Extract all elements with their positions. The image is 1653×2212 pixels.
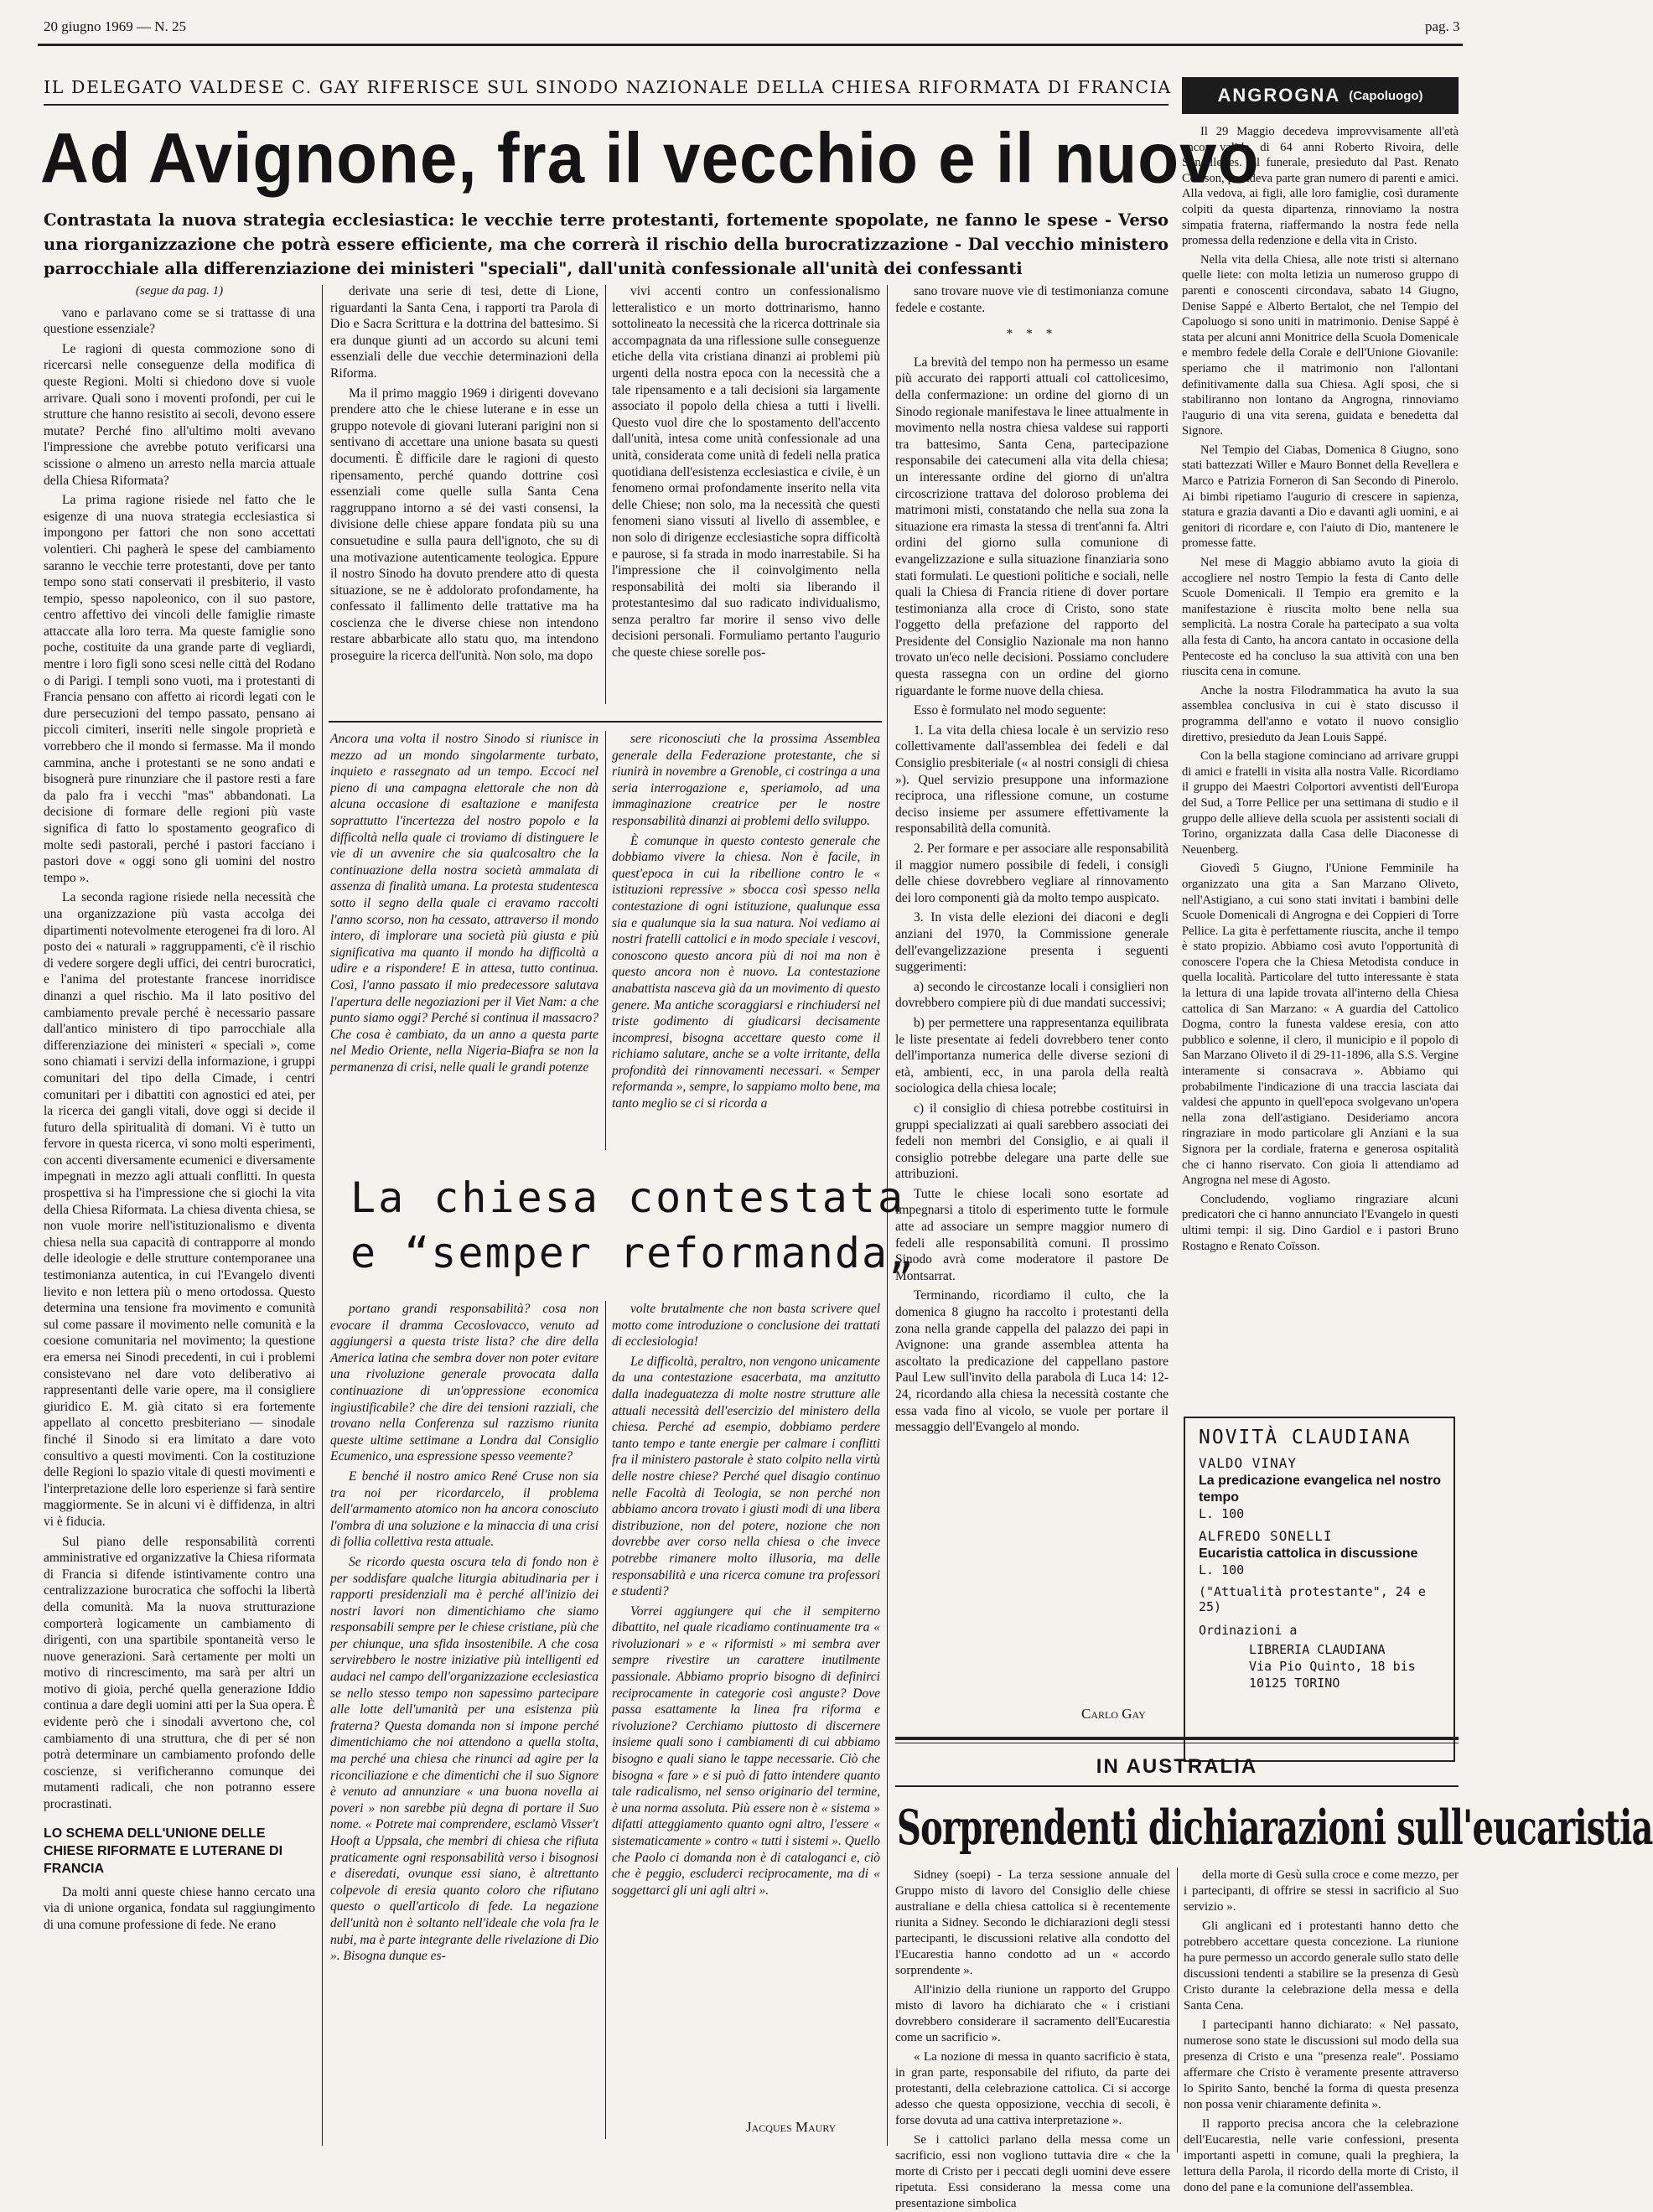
page-number: pag. 3 [1425, 18, 1460, 34]
ad-street: Via Pio Quinto, 18 bis [1249, 1659, 1416, 1674]
paragraph: portano grandi responsabilità? cosa non evocare il dramma Cecoslovacco, venuto ad aggiungersi a questa triste lista? che dire della America latina che sembra dover non poter evitare una rivoluzione generale provocata dalla continuazione di un'oppressione economica ingiustificabile? che dire dei tensioni razziali, che trovano nella Conferenza sul razzismo riunita queste ultime settimane a Londra dal Consiglio Ecumenico, una espressione spesso veemente? [330, 1302, 598, 1464]
article-signature: Carlo Gay [1081, 1706, 1146, 1722]
paragraph: 3. In vista delle elezioni dei diaconi e degli anziani del 1970, la Commissione generale dell'evangelizzazione presenta i seguenti suggerimenti: [895, 910, 1168, 975]
paragraph: La prima ragione risiede nel fatto che le esigenze di una nuova strategia ecclesiastica si impongono per fattori che non sono accettati volentieri. Chi pagherà le spese del cambiamento saranno le vecchie terre protestanti, dove per tanto tempo sono stati conservati il presbiterio, il vasto tempio, spesso napoleonico, con il suo pastore, centro affettivo dei vincoli delle famiglie rimaste attaccate alla loro terra. Ma queste famiglie sono poche, costituite da una grande parte di vegliardi, mentre i loro figli sono scesi nelle città del Rodano o di Parigi. I templi sono vuoti, ma i protestanti di Francia pensano con affetto ai ricordi legati con le dure persecuzioni del tempo passato, pensano ai piccoli cimiteri, inseriti nelle singole proprietà e vorrebbero che il mondo si fermasse. Ma il mondo cammina, anche i protestanti se ne sono andati e bisognerà pure rinunziare che il pastore resti a fare da palo fra i vecchi "mas" abbandonati. La decisione di formare delle regioni più vaste significa di fatto lo spostamento geografico di molte sedi pastorali, perché i pastori facciano i pastori dove « oggi sono gli uomini del nostro tempo ». [44, 493, 315, 885]
sidebar-body [1182, 124, 1459, 1390]
ad-series: ("Attualità protestante", 24 e 25) [1199, 1584, 1426, 1614]
continued-note: (segue da pag. 1) [135, 284, 224, 298]
paragraph: della morte di Gesù sulla croce e come mezzo, per i partecipanti, di offrire se stessi in sacrificio al Suo servizio ». [1184, 1868, 1459, 1914]
paragraph: 1. La vita della chiesa locale è un servizio reso collettivamente dall'assemblea dei fedeli e dal Consiglio presbiteriale (« al nostri consigli di chiesa »). Quel servizio presuppone una informazione reciproca, una riflessione comune, un costume deciso insieme per assumere effettivamente la responsabilità della comunità. [895, 723, 1168, 837]
ad-order: Ordinazioni a [1199, 1623, 1298, 1638]
paragraph: Ancora una volta il nostro Sinodo si riunisce in mezzo ad un mondo singolarmente turbato, inquieto e rassegnato ad un tempo. Eccoci nel pieno di una campagna elettorale che non dà alcuna occasione di esaltazione e manifesta soprattutto l'incertezza del nostro popolo e la difficoltà nella quale ci troviamo di distinguere le vie di un avvenire che sia qualcosaltro che la continuazione della nostra società ammalata di assenza di finalità umana. La protesta studentesca sotto il segno della quale ci eravamo raccolti l'anno scorso, non ha cessato, attraverso il mondo intero, di implorare una società più giusta e più significativa ma quanto il mondo ha difficoltà a udire e a rispondere! E in attesa, tutto continua. Così, l'anno passato il mio predecessore salutava l'apertura delle negoziazioni per il Viet Nam: a che punto siamo oggi? Perché si continua il massacro? Che cosa è cambiato, da un anno a questa parte nel Medio Oriente, nella Nigeria-Biafra se non la permanenza di crisi, nelle quali le grandi potenze [330, 732, 598, 1075]
insert-signature: Jacques Maury [746, 2119, 837, 2135]
sidebar-title: ANGROGNA [1217, 85, 1341, 106]
paragraph: b) per permettere una rappresentanza equilibrata le liste presentate ai fedeli dovrebbero tener conto dell'importanza numerica delle diverse sezioni di età, ambienti, ecc, in una parola della realtà sociologica della chiesa locale; [895, 1015, 1168, 1096]
ad-book-1: La predicazione evangelica nel nostro tempo [1199, 1474, 1441, 1505]
column-rule [1177, 1868, 1178, 2152]
column-rule [605, 1301, 606, 2139]
paragraph: Tutte le chiese locali sono esortate ad impegnarsi a titolo di esperimento tutte le formule atte ad associare un sempre maggior numero di fedeli alle responsabilità comuni. Il prossimo Sinodo avrà come moderatore il pastore De Montsarrat. [895, 1186, 1168, 1283]
issue-date: 20 giugno 1969 — N. 25 [44, 18, 186, 34]
kicker-rule [44, 104, 1168, 106]
paragraph: Gli anglicani ed i protestanti hanno detto che potrebbero accettare questa concezione. La riunione ha pure permesso un accordo generale sullo stato delle discussioni tendenti a stabilire se la presenza di Gesù Cristo durante la celebrazione della messa e della Santa Cena. [1184, 1919, 1459, 2013]
paragraph: sere riconosciuti che la prossima Assemblea generale della Federazione protestante, che si riunirà in novembre a Grenoble, ci costringa a una seria interrogazione e, speriamolo, ad una immaginazione creatrice per le nostre responsabilità dinanzi ai problemi dello sviluppo. [612, 732, 880, 828]
paragraph: Concludendo, vogliamo ringraziare alcuni predicatori che ci hanno annunciato l'Evangelo in questi ultimi tempi: il sig. Dino Gardiol e i pastori Bruno Rostagno e Renato Coïsson. [1182, 1192, 1459, 1253]
paragraph: Il 29 Maggio decedeva improvvisamente all'età ancor valida di 64 anni Roberto Rivoira, delle Sonaillettes. Al funerale, presieduto dal Past. Renato Coïsson, prendeva parte gran numero di parenti e amici. Alla vedova, ai figli, alle loro famiglie, così duramente colpiti da questa dipartenza, rinnoviamo la nostra simpatia fraterna, riaffermando la nostra fede nella promessa della redenzione e della vita in Cristo. [1182, 125, 1459, 248]
insert-column-b [612, 731, 880, 1150]
main-deck: Contrastata la nuova strategia ecclesiastica: le vecchie terre protestanti, fortemente spopolate, ne fanno le spese - Verso una riorganizzazione che potrà essere efficiente, ma che correrà il rischio della burocratizzazione - Dal vecchio ministero parrocchiale alla differenziazione dei ministeri "speciali", dall'unità confessionale all'unità dei confessanti [44, 210, 1168, 278]
australia-headline: Sorprendenti dichiarazioni sull'eucaristia [897, 1798, 1653, 1856]
sidebar-title-banner [1182, 77, 1459, 114]
paragraph: È comunque in questo contesto generale che dobbiamo vivere la chiesa. Non è facile, in quest'epoca in cui la ribellione contro le « istituzioni repressive » sbocca così spesso nella contestazione di ogni istituzione, qualunque essa sia e qualunque sia la sua natura. Noi vediamo ai nostri fratelli cattolici e in modo speciale i vescovi, conoscono questo ancora più di noi ma non è questo ancora non è nuovo. La contestazione anabattista nasceva già da un movimento di questo genere. Ma antiche scoraggiarsi e rinchiudersi nel triste godimento di giudicarsi decisamente incompresi, bisogna accettare questo come il richiamo salutare, anche se a volte irritante, della profondità dei rinnovamenti necessari. « Semper reformanda », sempre, lo sappiamo molto bene, ma tanto meglio se ci si ricorda a [612, 833, 880, 1111]
paragraph: 2. Per formare e per associare alle responsabilità il maggior numero possibile di fedeli, i consigli delle chiese dovrebbero vegliare al rinnovamento dei loro componenti già da molto tempo auspicato. [895, 842, 1168, 905]
paragraph: derivate una serie di tesi, dette di Lione, riguardanti la Santa Cena, i rapporti tra Parola di Dio e Sacra Scrittura e la dottrina del battesimo. Si era dunque giunti ad un accordo su alcuni temi essenziali delle due vecchie determinazioni della Riforma. [330, 284, 598, 381]
paragraph: Ma il primo maggio 1969 i dirigenti dovevano prendere atto che le chiese luterane e in esse un gruppo notevole di giovani luterani parigini non si sentivano di accettare una unione basata su questi documenti. È difficile dare le ragioni di questo ripensamento, perché quando dottrine così essenziali come quelle sulla Santa Cena raggruppano intorno a sé dei vasti consensi, la divisione delle chiese appare fondata più su una consuetudine e sulla paura dell'ignoto, che su di una motivazione autenticamente teologica. Eppure il nostro Sinodo ha dovuto prendere atto di questa situazione, se ne è addolorato profondamente, ha confessato il fallimento delle trattative ma ha coscienza che le diverse chiese non intendono restare abbarbicate allo statu quo, ma intendono proseguire la ricerca dell'unità. Non solo, ma dopo [330, 386, 598, 664]
paragraph: Da molti anni queste chiese hanno cercato una via di unione organica, fondata sul raggiungimento di una comune professione di fede. Ne erano [44, 1884, 315, 1932]
paragraph: Con la bella stagione cominciano ad arrivare gruppi di amici e fratelli in visita alla nostra Valle. Ricordiamo il gruppo dei Maestri Colportori avventisti dell'Europa del Sud, a Torre Pellice per una settimana di studio e il gruppo delle allieve della scuola per assistenti sociali di Torino, organizzata dalla Casa delle Diaconesse di Neuenberg. [1182, 749, 1459, 857]
paragraph: Se i cattolici parlano della messa come un sacrificio, essi non vogliono tuttavia dire « che la morte di Cristo per i peccati degli uomini deve essere ripetuta. Essi considerano la messa come una presentazione simbolica [895, 2133, 1170, 2210]
ad-book-2: Eucaristia cattolica in discussione [1199, 1546, 1418, 1561]
paragraph: sano trovare nuove vie di testimonianza comune fedele e costante. [895, 284, 1168, 315]
main-column-1 [44, 283, 315, 2152]
australia-kicker: IN AUSTRALIA [1096, 1755, 1258, 1778]
col1b-paragraphs [44, 1884, 315, 1934]
ad-author-2: ALFREDO SONELLI [1199, 1528, 1333, 1544]
paragraph: E benché il nostro amico René Cruse non sia tra noi per ricordarcelo, il problema dell'armamento atomico non ha ancora conosciuto l'ombra di una soluzione e la minaccia di una crisi di follia collettiva resta attuale. [330, 1469, 598, 1550]
australia-column-1 [895, 1868, 1170, 2210]
ad-shop: LIBRERIA CLAUDIANA [1249, 1642, 1386, 1657]
insert-title-line1: La chiesa contestata [350, 1173, 906, 1222]
paragraph: Nel mese di Maggio abbiamo avuto la gioia di accogliere nel nostro Tempio la festa di Canto delle Scuole Domenicali. Il Tempio era gremito e la manifestazione è riuscita molto bene nella sua semplicità. La nostra Corale ha partecipato a sua volta alla festa di Canto, ha ancora cantato in occasione della Pentecoste ed ha concluso la sua attività con una ben riuscita cena in comune. [1182, 556, 1459, 679]
ad-price-1: L. 100 [1199, 1506, 1245, 1521]
col1-paragraphs [44, 305, 315, 1813]
ad-price-2: L. 100 [1199, 1562, 1245, 1577]
paragraph: vano e parlavano come se si trattasse di una questione essenziale? [44, 305, 315, 337]
paragraph: I partecipanti hanno dichiarato: « Nel passato, numerose sono state le discussioni sul modo della sua presenza di Cristo e una "presenza reale". Possiamo affermare che Cristo è veramente presente attraverso lo Spirito Santo, benché la forma di questa presenza non possa venir chiaramente definita ». [1184, 2018, 1459, 2111]
paragraph: vivi accenti contro un confessionalismo letteralistico e un morto dottrinarismo, hanno sottolineato la necessità che la ricerca dottrinale sia accompagnata da una riflessione sulle conseguenze etiche della vita cristiana dinanzi ai problemi più urgenti della nostra epoca con la necessità che a tale ripensamento e a tali decisioni sia largamente associato il popolo della chiesa a tutti i livelli. Questo vuol dire che lo spostamento dell'accento dall'unità, intesa come unità confessionale ad una unità, considerata come unità di fedeli nella pratica quotidiana dell'esistenza ecclesiastica e civile, è un fenomeno ormai profondamente inserito nella vita delle Chiese; non solo, ma la necessità che questi fenomeni siano vissuti al livello di assemblee, e non solo di dirigenze ecclesiastiche sopra difficoltà e paurose, si fa strada in modo inarrestabile. Si ha l'impressione che il coinvolgimento nella responsabilità dei molti sia liberando il protestantesimo dal suo radicato individualismo, senza peraltro far morire il senso vivo delle decisioni personali. Formuliamo pertanto l'augurio che queste chiese sorelle pos- [612, 284, 880, 660]
column-rule [605, 731, 606, 1150]
paragraph: Esso è formulato nel modo seguente: [914, 703, 1106, 718]
insert-title-line2: e “semper reformanda„ [350, 1229, 916, 1277]
ad-title: NOVITÀ CLAUDIANA [1199, 1427, 1412, 1448]
column-rule [605, 285, 606, 704]
insert-top-rule [329, 721, 882, 723]
main-column-3 [612, 283, 880, 704]
paragraph: All'inizio della riunione un rapporto del Gruppo misto di lavoro ha dichiarato che « i cristiani dovrebbero considerare il sacramento dell'Eucarestia come un sacrificio ». [895, 1983, 1170, 2044]
ad-city: 10125 TORINO [1249, 1676, 1340, 1691]
paragraph: Terminando, ricordiamo il culto, che la domenica 8 giugno ha raccolto i protestanti della zona nella grande cappella del palazzo dei papi in Avignone: una grande assemblea attenta ha ascoltato la predicazione del cappellano pastore Paul Lew sull'invito della parabola di Luca 14: 12-24, ricordando alla chiesa la necessità costante che essa vada fino al vicolo, se vuole per portare il messaggio dell'Evangelo al mondo. [895, 1288, 1168, 1435]
insert-column-c [330, 1301, 598, 2139]
paragraph: volte brutalmente che non basta scrivere quel motto come introduzione o conclusione dei trattati di ecclesiologia! [612, 1302, 880, 1349]
paragraph: Sul piano delle responsabilità correnti amministrative ed organizzative la Chiesa riformata di Francia si difende istintivamente contro una centralizzazione burocratica che soffochi la libertà della comunità. Ma la nuova strutturazione comporterà logicamente un cambiamento di dirigenti, con una spartibile spontaneità verso le nuove generazioni. Sarà certamente per molti un motivo di rincrescimento, ma sarà per altri un motivo di gioia, perché quella generazione Iddio continua a dare degli uomini atti per la Sua opera. È evidente però che i sinodali avvertono che, col cambiamento di una struttura, che di per sé non potrà determinare un cambiamento profondo delle coscienze, si verificheranno comunque dei mutamenti radicali, che non potranno essere procrastinati. [44, 1534, 315, 1812]
main-column-4 [895, 283, 1168, 1708]
sidebar-subtitle: (Capoluogo) [1349, 88, 1423, 103]
paragraph: « La nozione di messa in quanto sacrificio è stata, in gran parte, responsabile del rifiuto, da parte dei protestanti, della celebrazione cattolica. Ci si accorge adesso che questa opposizione, vecchia di secoli, è forse dovuta ad una cattiva interpretazione ». [895, 2050, 1170, 2127]
paragraph: La seconda ragione risiede nella necessità che una organizzazione più vasta accolga dei dipartimenti notevolmente eterogenei fra di loro. Al posto dei « naturali » raggruppamenti, c'è il rischio di vedere sorgere degli uffici, dei centri burocratici, e l'anima del protestante francese inorridisce dinanzi a quel rischio. Ma il lato positivo del cambiamento prevale perché è necessario passare dall'antico ministero di tipo parrocchiale alla differenziazione dei ministeri « speciali », come sono chiamati i servizi della informazione, i gruppi comunitari del tipo della Cimade, i centri comunitari per i dibattiti con agnostici ed atei, per la ricerca dei gangli vitali, dove oggi si decide il futuro della spiritualità di domani. Vi è tutto un fervore in questa ricerca, vi sono molti esperimenti, con accenti diversamente ecumenici e diversamente impegnati in mezzo agli attuali conflitti. In questa prospettiva si ha l'impressione che si giochi la vita della Chiesa Riformata. La chiesa diventa chiesa, se non vuole morire nell'istituzionalismo e diventa chiesa nella sua capacità di contrapporre al mondo delle ideologie e delle strutture contemporanee una testimonianza autentica, in cui l'Evangelo diventi lievito e non lettera più o meno ortodossa. Questo determina una tensione fra movimento e comunità sul come passare il movimento nelle comunità e la coesione comunitaria nel movimento; la questione era emersa nei Sinodi precedenti, in cui i problemi consistevano nel dare voto deliberativo ai rappresentanti delle varie opere, ma il consigliere giuridico E. M. già citato si era fortemente appellato al concetto presbiteriano — sinodale finché il Sinodo si era limitato a dare voto consultivo a questi movimenti. Con la costituzione delle Regioni lo spazio vitale di questi movimenti e l'interpretazione delle loro esperienze si farà sentire maggiormente. Se in alcuni vi è diffidenza, in altri vi è fiducia. [44, 890, 315, 1529]
paragraph: La brevità del tempo non ha permesso un esame più accurato dei rapporti attuali col cattolicesimo, della confermazione: un ordine del giorno di un Sinodo regionale manifestava le linee attualmente in movimento nella nostra chiesa valdese sui rapporti tra battesimo, Santa Cena, partecipazione responsabile dei catecumeni alla vita della chiesa; un interessante ordine del giorno di un'altra circoscrizione trattava del doloroso problema dei matrimoni misti, constatando che nella sua zona la situazione era rimasta la stessa di trent'anni fa. Altri ordini del giorno sulla comunione di evangelizzazione e sulla situazione finanziaria sono stati formulati. Le questioni politiche e sociali, nelle quali la Chiesa di Francia ritiene di dover portare testimonianza alla croce di Cristo, sono state l'oggetto della prefazione del rapporto del Presidente del Consiglio Nazionale ma non hanno trovato un'eco nelle decisioni. Possiamo concludere questa rassegna con un ordine del giorno riguardante le forme nuove della chiesa. [895, 355, 1168, 698]
ad-author-1: VALDO VINAY [1199, 1455, 1297, 1471]
paragraph: Se ricordo questa oscura tela di fondo non è per soddisfare qualche liturgia abitudinaria per i rapporti presidenziali ma è perché all'inizio dei nostri lavori non dimentichiamo che siamo responsabili sempre per le chiese cristiane, più che per chiunque, una sfida insostenibile. A che cosa servirebbero le nostre iniziative più intelligenti ed audaci nel campo dell'organizzazione ecclesiastica se nello stesso tempo non sapessimo partecipare alle lotte dell'umanità per una esistenza più fraterna? Questa domanda non si impone perché dimentichiamo che noi attendono a quella stolta, ma perché una chiesa che rinunci ad agire per la riconciliazione e che dimentichi che il suo Signore è venuto ad annunziare « una buona novella ai poveri » non sarebbe più degna di portare il Suo nome. « Potrete mai comprendere, esclamò Visser't Hooft a Uppsala, che membri di chiesa che rifiuta praticamente ogni responsabilità verso i bisognosi e diseredati, ovunque essi siano, è altrettanto colpevole di eresia quanto coloro che rifiutano questo o quell'articolo di fede. La negazione dell'unità non è soltanto nell'ideale che vola fra le nubi, ma è parte integrante delle rivelazione di Dio ». Bisogna dunque es- [330, 1554, 598, 1964]
paragraph: Le difficoltà, peraltro, non vengono unicamente da una contestazione esacerbata, ma anzitutto dalla inadeguatezza di molte nostre strutture alle attuali necessità dell'esercizio del ministero della chiesa. Perché ad esempio, dobbiamo perdere tanto tempo e tante energie per calmare i conflitti fra il ministero pastorale è stato colpito nella virtù delle nostre chiese? Perché quel disagio continuo nelle Facoltà di Teologia, se non perché non abbiamo ancora trovato i giusti modi di una libera distribuzione, non del potere, nozione che non dovrebbe aver corso nella chiesa o che invece potrebbe rimanere molto illusoria, ma delle responsabilità e una ricerca comune tra professori e studenti? [612, 1354, 880, 1599]
section-subhead: LO SCHEMA DELL'UNIONE DELLE CHIESE RIFORMATE E LUTERANE DI FRANCIA [44, 1826, 283, 1876]
paragraph: Il rapporto precisa ancora che la celebrazione dell'Eucarestia, nelle varie confessioni, presenta importanti aspetti in comune, quali la preghiera, la lettura della Parola, il ricordo della morte di Cristo, il dono del pane e la comunione dell'assemblea. [1184, 2117, 1459, 2194]
masthead-rule [38, 44, 1463, 46]
main-column-2 [330, 283, 598, 704]
paragraph: Anche la nostra Filodrammatica ha avuto la sua assemblea conclusiva in cui è stato discusso il programma dell'anno e votato il nuovo consiglio direttivo, presieduto da Jean Louis Sappé. [1182, 683, 1459, 744]
australia-column-2 [1184, 1868, 1459, 2194]
column-rule [322, 285, 323, 2146]
insert-column-a [330, 731, 598, 1150]
australia-kicker-rule [895, 1785, 1459, 1787]
paragraph: Giovedì 5 Giugno, l'Unione Femminile ha organizzato una gita a San Marzano Oliveto, nell'Astigiano, a cui sono stati invitati i bambini delle Scuole Domenicali di Angrogna e dei Coppieri di Torre Pellice. La gita è perfettamente riuscita, anche il tempo è stato propizio. Abbiamo così avuto l'opportunità di conoscere l'opera che la Chiesa Metodista conduce in quella località. Particolare del tutto interessante è stata la lettura di una lapide trovata all'interno della Chiesa cattolica di San Marzano: « A guardia del Cattolico Dogma, contro la funesta valdese eresia, con atto pubblico e solenne, il clero, il municipio e il popolo di San Marzano Oliveto il di 29-11-1896, alla S.S. Vergine interamente si consacrava ». Abbiamo qui probabilmente l'indicazione di una traccia lasciata dai valdesi che appunto in quell'epoca svolgevano un'opera nella zona dell'astigiano. Desideriamo ancora ringraziare in modo particolare gli Anziani e la sua Signora per la cordiale, fraterna e generosa ospitalità che ci hanno riservato. Con gioia li attendiamo ad Angrogna nel mese di Agosto. [1182, 862, 1459, 1188]
main-kicker: IL DELEGATO VALDESE C. GAY RIFERISCE SUL SINODO NAZIONALE DELLA CHIESA RIFORMATA DI FRANCIA [44, 77, 1172, 97]
paragraph: a) secondo le circostanze locali i consiglieri non dovrebbero compiere più di due mandati successivi; [895, 979, 1168, 1011]
paragraph: Nel Tempio del Ciabas, Domenica 8 Giugno, sono stati battezzati Willer e Mauro Bonnet della Revellera e Marco e Patrizia Forneron di San Secondo di Pinerolo. Ai bimbi ripetiamo l'augurio di crescere in sapienza, statura e grazia davanti a Dio e davanti agli uomini, e ai genitori di ricordare e, con l'aiuto di Dio, mantenere le promesse fatte. [1182, 443, 1459, 551]
insert-column-d [612, 1301, 880, 2118]
section-stars: * * * [1006, 327, 1058, 342]
paragraph: Sidney (soepi) - La terza sessione annuale del Gruppo misto di lavoro del Consiglio delle chiese australiane e della chiesa cattolica si è recentemente riunita a Sidney. Secondo le dichiarazioni degli stessi partecipanti, le discussioni relative alla condotto del l'Eucarestia hanno condotto ad un « accordo sorprendente ». [895, 1868, 1170, 1977]
paragraph: Nella vita della Chiesa, alle note tristi si alternano quelle liete: con molta letizia un numeroso gruppo di parenti e conoscenti circondava, sabato 14 Giugno, Denise Sappé e Alberto Bertalot, che nel Tempio del Capoluogo si sono uniti in matrimonio. Denise Sappé è stata per alcuni anni Monitrice della Scuola Domenicale e membro fedele della Corale e dell'Unione Giovanile: speriamo che il matrimonio non l'allontani definitivamente dalla sua Chiesa. Agli sposi, che si stabiliranno non lontano da Angrogna, rinnoviamo l'augurio di una vita serena, guidata e benedetta dal Signore. [1182, 252, 1459, 438]
paragraph: c) il consiglio di chiesa potrebbe costituirsi in gruppi specializzati ai quali sarebbero associati dei fedeli non membri del Consiglio, e ai quali il consiglio potrebbe delegare una parte delle sue attribuzioni. [895, 1101, 1168, 1182]
australia-top-rule [895, 1737, 1459, 1740]
paragraph: Le ragioni di questa commozione sono di ricercarsi nelle conseguenze della modifica di queste Regioni. Molti si chiedono dove si vuole arrivare. Quali sono i moventi profondi, per cui le strutture che hanno resistito ai secoli, devono essere mutate? Perché fino all'ultimo molti avevano l'impressione che avrebbe potuto verificarsi una scissione o almeno un arresto nella marcia attuale della Chiesa Riformata? [44, 341, 315, 488]
paragraph: Vorrei aggiungere qui che il sempiterno dibattito, nel quale ricadiamo continuamente tra « rivoluzionari » e « riformisti » mi sembra aver sempre rivestire un carattere inutilmente passionale. Abbiamo proprio bisogno di definirci reciprocamente in categorie così anguste? Dove passa esattamente la linea fra riforma e rivoluzione? Cerchiamo piuttosto di discernere insieme quali sono i cambiamenti di cui abbiamo bisogno e quali siano le tappe necessarie. Ciò che bisogna « fare » e si può di fatto intendere quanto tale radicalismo, nel senso originario del termine, è una norma assoluta. Più essere non è « sistema » difatti atteggiamento quanto ogni altro, l'essere « sistematicamente » contro « tutti i sistemi ». Quello che Paolo ci domanda non è di cataloganci e, ciò che è peggio, escluderci reciprocamente, ma di « soggettarci gli uni agli altri ». [612, 1603, 880, 1898]
main-headline: Ad Avignone, fra il vecchio e il nuovo [40, 118, 1260, 198]
